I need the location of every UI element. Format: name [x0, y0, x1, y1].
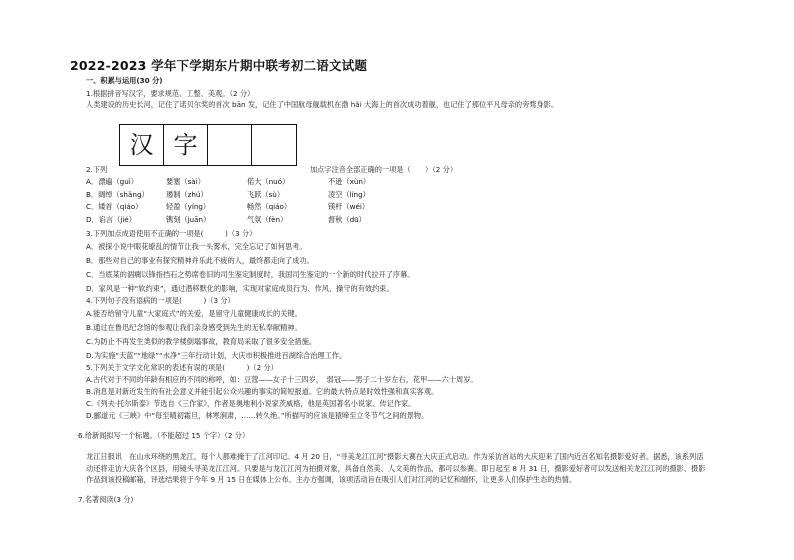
- grid-cell: 字: [164, 125, 208, 165]
- option-b-2: 遏制（zhú）: [166, 189, 208, 199]
- option-a-4: 不逊（xùn）: [328, 177, 371, 186]
- question-4-option-a: A.能否给留守儿童“大家庭式”的关爱，是留守儿童健康成长的关键。: [86, 309, 302, 318]
- option-d-1: D．谄言（jié）: [86, 214, 136, 224]
- question-6-prompt: 6.给新闻拟写一个标题。（不能超过 15 个字）（2 分）: [78, 431, 250, 440]
- question-5-option-b: B.消息是对新近发生的有社会意义并能引起公众兴趣的事实的简短报道。它的最大特点是时效性强和真实客观。: [86, 387, 439, 396]
- question-5-option-c: C.《列夫·托尔斯泰》节选自《三作家》，作者是奥地利小说家茨威格，他是英国著名小说家、传记作家。: [86, 399, 416, 408]
- question-7-prompt: 7.名著阅读(3 分): [78, 495, 134, 504]
- question-3-prompt: 3.下列加点成语使用不正确的一项是( )（3 分）: [86, 229, 257, 238]
- option-row: [86, 202, 409, 215]
- question-1-text: 人类建设的历史长河，记住了诺贝尔奖的首次 bān 发，记住了中国航母舰载机在渤 hǎi 大海上的首次成功着舰，也记住了那位平凡母亲的旁骛身影。: [86, 100, 559, 109]
- grid-cell: [208, 125, 252, 165]
- option-row: [86, 190, 409, 203]
- question-5-prompt: 5.下列关于文学文化常识的表述有误的项是( )（2 分）: [86, 363, 278, 372]
- exam-title: 2022-2023 学年下学期东片期中联考初二语文试题: [70, 58, 368, 73]
- question-4-prompt: 4.下列句子没有语病的一项是( )（3 分）: [86, 296, 235, 305]
- question-3-option-a: A．被探小说中眼花缭乱的情节让我一头雾水，完全忘记了如何思考。: [86, 242, 307, 251]
- option-c-4: 镁杆（wéi）: [328, 202, 370, 211]
- option-b-1: B．阔绰（shǎng）: [86, 189, 149, 199]
- option-row: [86, 177, 409, 190]
- option-b-4: 凌空（líng）: [328, 189, 370, 199]
- question-3-option-b: B．那些对自己的事业有探究精神并乐此不疲的人，最终都走向了成功。: [86, 256, 314, 265]
- question-5-option-a: A.古代对于不同的年龄有相应的不同的称呼，如：豆蔻——女子十三四岁， 弱冠——男子二十岁左右，花甲——六十周岁。: [86, 375, 478, 384]
- grid-cell: 汉: [120, 125, 164, 165]
- question-4-option-c: C.为防止不再发生类似的教学楼倒塌事故，教育局采取了很多安全措施。: [86, 337, 317, 346]
- option-d-2: 镌刻（juān）: [166, 214, 211, 224]
- question-2-options: [86, 177, 409, 227]
- question-5-option-d: D.郦道元《三峡》中“每至晴初霜旦，林寒涧肃，……转久绝。”所描写的应该是猿啼至立冬节气之间的景物。: [86, 411, 429, 420]
- option-a-2: 要塞（sài）: [166, 177, 205, 186]
- section-heading: 一、积累与运用(30 分): [86, 76, 163, 85]
- option-d-4: 督秋（dū）: [328, 214, 366, 224]
- question-3-option-c: C．当底某的涸瘸以锋指挡石之势席卷旧的司生鉴定制度时，我国司生鉴定的一个新的时代拉开了序幕。: [86, 270, 415, 279]
- question-2-prompt-tail: 加点字注音全部正确的一项是（ ）（2 分）: [310, 165, 458, 174]
- question-6-news-text: 龙江日报讯 在山水环绕的黑龙江，每个人都难掩于了江河印记。4 月 20 日，“寻美龙江江河”摄影大赛在大庆正式启动。作为采访首站的大庆迎来了国内近百名知名摄影爱好者。据悉，该系列活动还将走访大庆各个区县，用镜头寻美龙江江河。只要是与龙江江河为拍摄对象，具备自然美、人文美的作品，都可以参赛。即日起至 8 月 31 日，摄影爱好者可以发送相关龙江江河的摄影、摄影作品到该投稿邮箱，评选结果将于今年 9 月 15 日在媒体上公布。主办方强调，该项活动旨在吸引人们对江河的记忆和缅怀，让更多人们保护生态的热情。: [86, 452, 706, 484]
- question-4-option-d: D.为实施“天蓝”“地绿”“水净”三年行动计划，大庆市积极推进百湖综合治理工作。: [86, 351, 347, 360]
- option-a-1: A．漂遍（guì）: [86, 177, 138, 186]
- option-c-1: C．矮首（qiáo）: [86, 202, 143, 211]
- character-writing-grid: [119, 124, 297, 166]
- question-4-option-b: B.通过在鲁迅纪念馆的参观让我们亲身感受到先生的无私奉献精神。: [86, 323, 302, 332]
- question-2-prompt: 2.下列: [86, 165, 108, 174]
- option-c-2: 轻盈（yíng）: [166, 202, 211, 211]
- option-c-3: 畅然（qiáo）: [247, 202, 292, 211]
- option-b-3: 飞跃（sù）: [247, 189, 285, 199]
- option-a-3: 偌大（nuó）: [247, 177, 290, 186]
- option-row: [86, 215, 409, 228]
- question-3-option-d: D．家风是一种“软约束”，通过潜移默化的影响，实现对家庭成员行为、作风、操守的有效约束。: [86, 284, 394, 293]
- question-1-prompt: 1.根据拼音写汉字，要求规范、工整、美观。（2 分）: [86, 89, 255, 98]
- option-d-3: 气氛（fèn）: [247, 214, 288, 224]
- grid-cell: [252, 125, 296, 165]
